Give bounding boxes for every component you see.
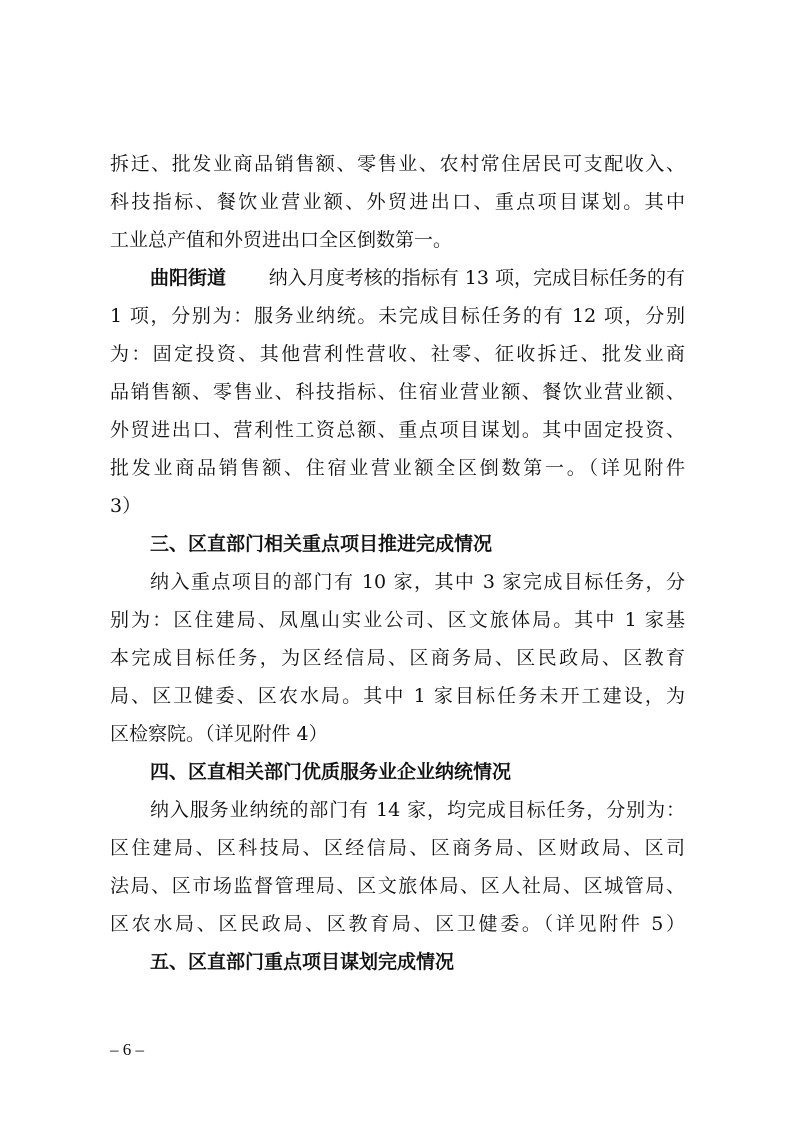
- paragraph-line: 本完成目标任务，为区经信局、区商务局、区民政局、区教育: [110, 647, 685, 669]
- paragraph-line: 外贸进出口、营利性工资总额、重点项目谋划。其中固定投资、: [110, 419, 685, 441]
- district-name: 曲阳街道: [150, 267, 227, 289]
- paragraph-line: 区住建局、区科技局、区经信局、区商务局、区财政局、区司: [110, 837, 685, 859]
- paragraph-line: 局、区卫健委、区农水局。其中 1 家目标任务未开工建设，为: [110, 685, 685, 707]
- paragraph-line: 工业总产值和外贸进出口全区倒数第一。: [110, 229, 453, 251]
- paragraph-line: 别为：区住建局、凤凰山实业公司、区文旅体局。其中 1 家基: [110, 609, 685, 631]
- paragraph-line: 为：固定投资、其他营利性营收、社零、征收拆迁、批发业商: [110, 343, 685, 365]
- paragraph-line: 纳入重点项目的部门有 10 家，其中 3 家完成目标任务，分: [150, 571, 685, 593]
- page-number: – 6 –: [110, 1040, 144, 1059]
- paragraph-text: 纳入月度考核的指标有 13 项，完成目标任务的有: [268, 267, 685, 289]
- paragraph-line: 区农水局、区民政局、区教育局、区卫健委。（详见附件 5）: [110, 913, 685, 935]
- section-heading: 五、区直部门重点项目谋划完成情况: [150, 951, 455, 973]
- paragraph-line: 科技指标、餐饮业营业额、外贸进出口、重点项目谋划。其中: [110, 191, 685, 213]
- paragraph-line: 法局、区市场监督管理局、区文旅体局、区人社局、区城管局、: [110, 875, 685, 897]
- paragraph-line: 批发业商品销售额、住宿业营业额全区倒数第一。（详见附件: [110, 457, 685, 479]
- section-heading: 四、区直相关部门优质服务业企业纳统情况: [150, 761, 512, 783]
- paragraph-line: 1 项，分别为：服务业纳统。未完成目标任务的有 12 项，分别: [110, 305, 685, 327]
- paragraph-line: 品销售额、零售业、科技指标、住宿业营业额、餐饮业营业额、: [110, 381, 685, 403]
- paragraph-line: [150, 266, 685, 290]
- paragraph-line: 区检察院。（详见附件 4）: [110, 723, 328, 745]
- paragraph-line: 拆迁、批发业商品销售额、零售业、农村常住居民可支配收入、: [110, 153, 685, 175]
- paragraph-line: 纳入服务业纳统的部门有 14 家，均完成目标任务，分别为：: [150, 799, 685, 821]
- section-heading: 三、区直部门相关重点项目推进完成情况: [150, 533, 493, 555]
- paragraph-line: 3）: [110, 495, 142, 517]
